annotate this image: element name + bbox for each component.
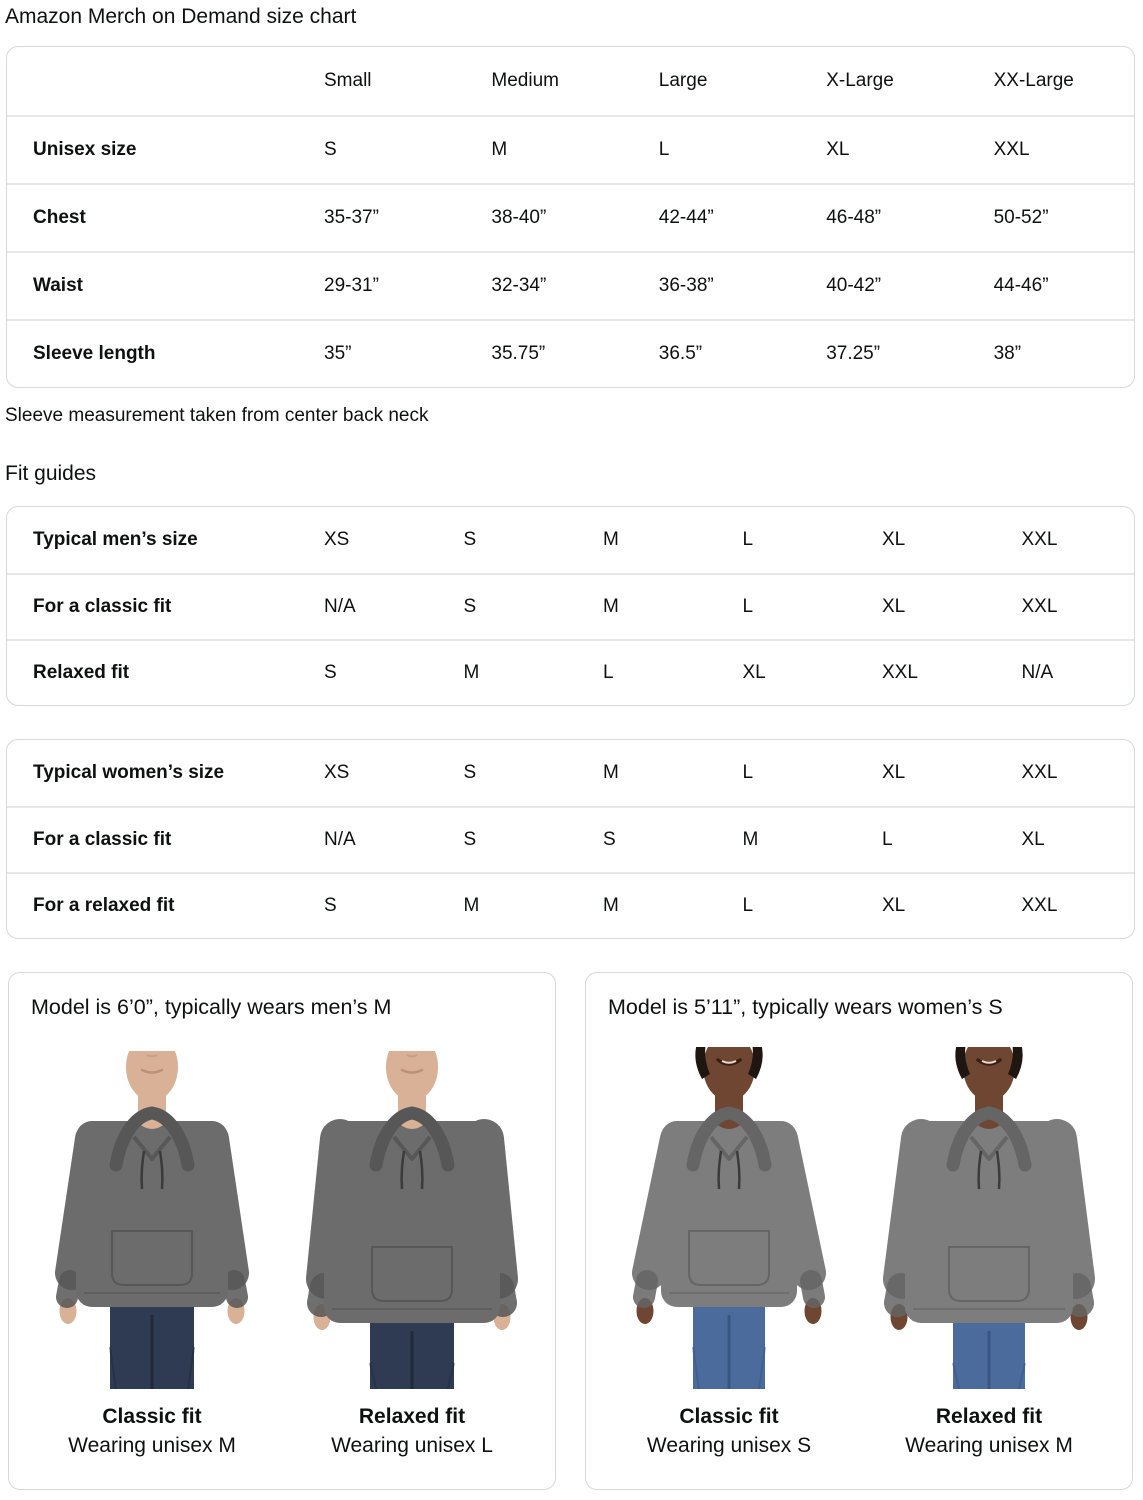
row-label: Unisex size bbox=[33, 139, 137, 160]
row-label: For a classic fit bbox=[33, 829, 172, 850]
fit-value: S bbox=[324, 662, 337, 683]
fit-label: Relaxed fit bbox=[935, 1405, 1043, 1428]
fit-label: Classic fit bbox=[679, 1405, 779, 1428]
figure-caption bbox=[869, 1403, 1109, 1461]
column-header-x-large: X-Large bbox=[826, 70, 894, 91]
model-photo-women-classic bbox=[609, 1033, 849, 1389]
fit-value: M bbox=[603, 529, 619, 550]
column-header-large: Large bbox=[658, 70, 708, 91]
column-header-medium: Medium bbox=[491, 70, 559, 91]
measurement-value: 50-52” bbox=[993, 207, 1049, 228]
column-header-xx-large: XX-Large bbox=[993, 70, 1074, 91]
measurement-value: 37.25” bbox=[826, 343, 881, 364]
model-photo-men-relaxed bbox=[292, 1033, 532, 1389]
table-row-relaxed-fit bbox=[7, 639, 1134, 705]
table-row-typical-mens-size bbox=[7, 507, 1134, 573]
figure-caption bbox=[32, 1403, 272, 1461]
fit-value: M bbox=[463, 895, 480, 916]
womens-figures bbox=[608, 1033, 1110, 1461]
fit-value: XL bbox=[882, 895, 906, 916]
measurement-value: 35.75” bbox=[491, 343, 546, 364]
measurement-value: 32-34” bbox=[491, 275, 547, 296]
measurement-value: 40-42” bbox=[826, 275, 882, 296]
fit-value: S bbox=[463, 829, 477, 850]
size-value: L bbox=[658, 139, 670, 160]
fit-value: S bbox=[603, 829, 616, 850]
row-label: For a relaxed fit bbox=[33, 895, 175, 916]
measurement-value: 42-44” bbox=[658, 207, 714, 228]
size-value: M bbox=[491, 139, 508, 160]
table-row-sleeve-length bbox=[7, 319, 1134, 387]
row-label: Chest bbox=[33, 207, 86, 228]
model-photo-women-relaxed bbox=[869, 1033, 1109, 1389]
size-chart-table bbox=[6, 46, 1135, 388]
figure-caption bbox=[609, 1403, 849, 1461]
wearing-label: Wearing unisex M bbox=[68, 1434, 236, 1457]
fit-value: S bbox=[463, 596, 477, 617]
mens-relaxed-figure bbox=[292, 1033, 532, 1461]
womens-fit-table bbox=[6, 739, 1135, 939]
size-value: XL bbox=[826, 139, 850, 160]
fit-value: XXL bbox=[882, 662, 918, 683]
size-value: S bbox=[324, 139, 337, 160]
fit-value: XL bbox=[882, 762, 906, 783]
mens-model-panel bbox=[8, 972, 556, 1490]
fit-value: XXL bbox=[1021, 529, 1058, 550]
womens-model-panel bbox=[585, 972, 1133, 1490]
fit-value: XL bbox=[882, 596, 906, 617]
womens-model-header: Model is 5’11”, typically wears women’s S bbox=[608, 995, 1003, 1019]
table-header-row bbox=[7, 47, 1134, 115]
fit-value: S bbox=[463, 529, 477, 550]
fit-value: S bbox=[324, 895, 337, 916]
row-label: Typical women’s size bbox=[33, 762, 225, 783]
figure-caption bbox=[292, 1403, 532, 1461]
fit-value: L bbox=[742, 596, 754, 617]
mens-fit-table bbox=[6, 506, 1135, 706]
fit-value: XL bbox=[882, 529, 906, 550]
fit-value: M bbox=[742, 829, 759, 850]
model-panels bbox=[8, 972, 1135, 1490]
row-label: Waist bbox=[33, 275, 83, 296]
row-label: For a classic fit bbox=[33, 596, 172, 617]
wearing-label: Wearing unisex S bbox=[646, 1434, 812, 1457]
wearing-label: Wearing unisex L bbox=[331, 1434, 493, 1457]
fit-label: Relaxed fit bbox=[358, 1405, 466, 1428]
row-label: Sleeve length bbox=[33, 343, 156, 364]
table-row-classic-fit bbox=[7, 806, 1134, 872]
fit-value: N/A bbox=[324, 829, 356, 850]
table-row-unisex-size bbox=[7, 115, 1134, 183]
sleeve-measurement-note: Sleeve measurement taken from center back neck bbox=[5, 405, 429, 426]
fit-value: M bbox=[603, 762, 619, 783]
measurement-value: 36-38” bbox=[658, 275, 714, 296]
table-row-relaxed-fit bbox=[7, 872, 1134, 938]
table-row-waist bbox=[7, 251, 1134, 319]
fit-guides-heading: Fit guides bbox=[5, 462, 97, 485]
fit-value: XS bbox=[324, 529, 350, 550]
measurement-value: 36.5” bbox=[658, 343, 703, 364]
fit-label: Classic fit bbox=[102, 1405, 202, 1428]
womens-relaxed-figure bbox=[869, 1033, 1109, 1461]
measurement-value: 29-31” bbox=[324, 275, 379, 296]
fit-value: L bbox=[742, 529, 754, 550]
fit-value: M bbox=[463, 662, 480, 683]
womens-classic-figure bbox=[609, 1033, 849, 1461]
measurement-value: 35” bbox=[324, 343, 352, 364]
wearing-label: Wearing unisex M bbox=[905, 1434, 1073, 1457]
measurement-value: 38-40” bbox=[491, 207, 547, 228]
column-header-small: Small bbox=[324, 70, 372, 91]
fit-value: XL bbox=[742, 662, 766, 683]
measurement-value: 35-37” bbox=[324, 207, 379, 228]
fit-value: S bbox=[463, 762, 477, 783]
size-value: XXL bbox=[993, 139, 1030, 160]
row-label: Typical men’s size bbox=[33, 529, 198, 550]
row-label: Relaxed fit bbox=[33, 662, 130, 683]
fit-value: L bbox=[603, 662, 614, 683]
fit-value: L bbox=[742, 895, 754, 916]
measurement-value: 46-48” bbox=[826, 207, 882, 228]
fit-value: XXL bbox=[1021, 762, 1058, 783]
fit-value: XXL bbox=[1021, 895, 1058, 916]
fit-value: L bbox=[882, 829, 893, 850]
mens-model-header: Model is 6’0”, typically wears men’s M bbox=[31, 995, 392, 1019]
fit-value: XXL bbox=[1021, 596, 1058, 617]
mens-classic-figure bbox=[32, 1033, 272, 1461]
table-row-typical-womens-size bbox=[7, 740, 1134, 806]
fit-value: L bbox=[742, 762, 754, 783]
table-row-chest bbox=[7, 183, 1134, 251]
fit-value: N/A bbox=[1021, 662, 1054, 683]
measurement-value: 38” bbox=[993, 343, 1022, 364]
model-photo-men-classic bbox=[32, 1033, 272, 1389]
fit-value: XS bbox=[324, 762, 350, 783]
fit-value: M bbox=[603, 596, 619, 617]
measurement-value: 44-46” bbox=[993, 275, 1049, 296]
fit-value: M bbox=[603, 895, 619, 916]
fit-value: XL bbox=[1021, 829, 1045, 850]
page-title: Amazon Merch on Demand size chart bbox=[5, 5, 357, 28]
mens-figures bbox=[31, 1033, 533, 1461]
table-row-classic-fit bbox=[7, 573, 1134, 639]
fit-value: N/A bbox=[324, 596, 356, 617]
